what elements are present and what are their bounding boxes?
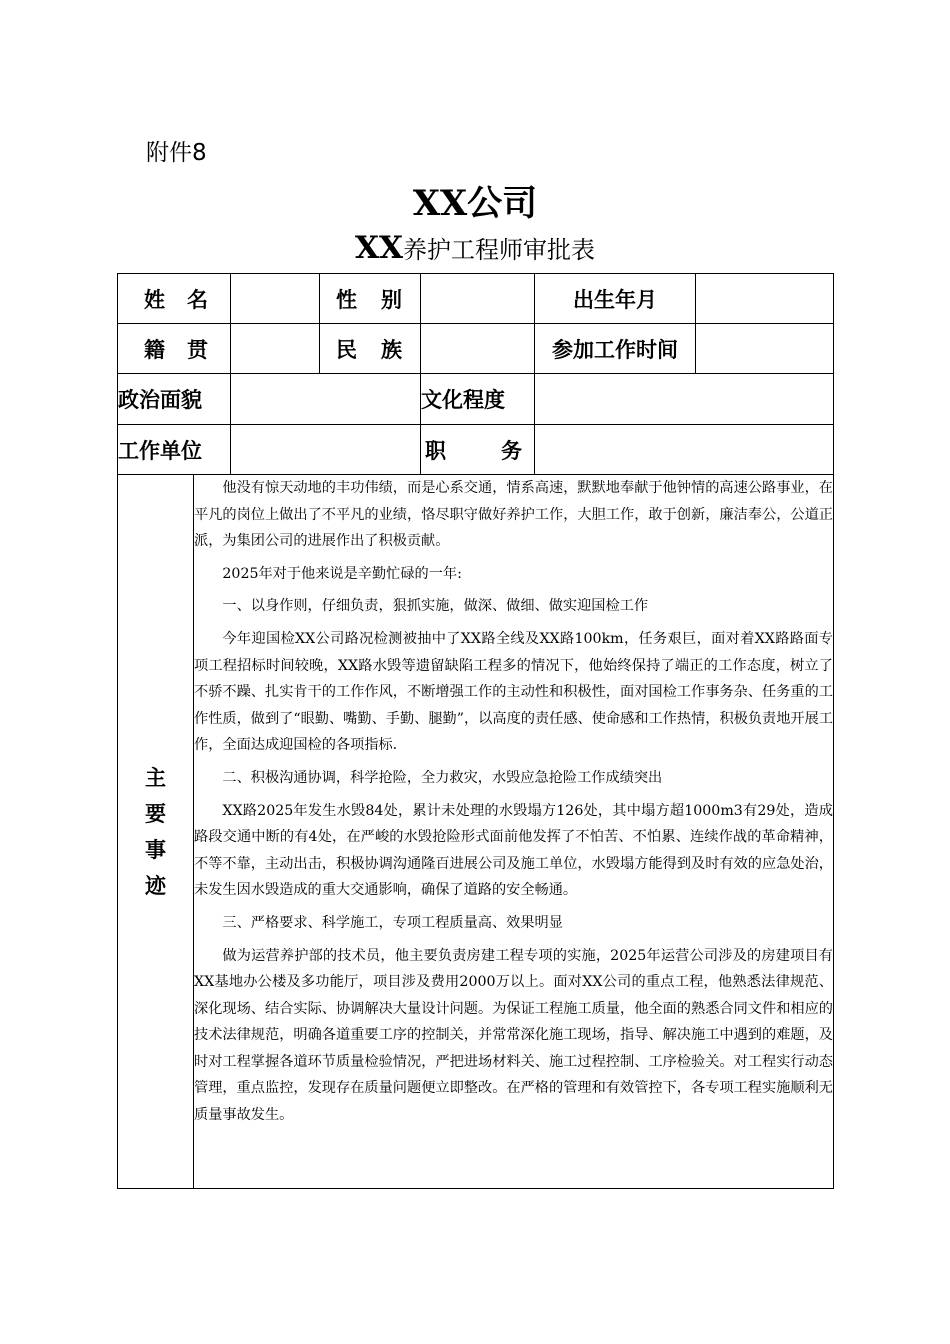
work-start-value[interactable] xyxy=(696,324,834,374)
form-row-3 xyxy=(118,374,834,425)
subtitle-text: 养护工程师审批表 xyxy=(403,236,596,264)
ethnicity-value[interactable] xyxy=(421,324,535,374)
native-place-label: 籍 贯 xyxy=(118,324,231,374)
company-title: XX公司 xyxy=(412,183,538,224)
name-label: 姓 名 xyxy=(118,274,231,324)
employer-label: 工作单位 xyxy=(118,425,231,475)
approval-form-table xyxy=(117,273,834,1189)
position-value[interactable] xyxy=(535,425,834,475)
position-label: 职 务 xyxy=(421,425,535,475)
form-row-1 xyxy=(118,274,834,324)
education-label: 文化程度 xyxy=(421,374,535,425)
education-value[interactable] xyxy=(535,374,834,425)
main-deeds-content xyxy=(194,475,834,1189)
gender-value[interactable] xyxy=(421,274,535,324)
deeds-heading: 一、以身作则，仔细负责，狠抓实施，做深、做细、做实迎国检工作 xyxy=(222,598,649,615)
native-place-value[interactable] xyxy=(231,324,320,374)
deeds-paragraph: XX路2025年发生水毁84处，累计未处理的水毁塌方126处，其中塌方超1000m3有29处，造成路段交通中断的有4处，在严峻的水毁抢险形式面前他发挥了不怕苦、不怕累、连续作战的革命精神，不等不靠，主动出击，积极协调沟通隆百进展公司及施工单位，水毁塌方能得到及时有效的应急处治，未发生因水毁造成的重大交通影响，确保了道路的安全畅通。 xyxy=(194,802,833,899)
attachment-label: 附件8 xyxy=(146,140,207,166)
main-deeds-label: 主 要 事 迹 xyxy=(118,475,194,1189)
subtitle-prefix: XX xyxy=(354,230,404,266)
deeds-heading: 三、严格要求、科学施工，专项工程质量高、效果明显 xyxy=(222,914,563,931)
birth-value[interactable] xyxy=(696,274,834,324)
work-start-label: 参加工作时间 xyxy=(535,324,696,374)
birth-label: 出生年月 xyxy=(535,274,696,324)
deeds-heading: 二、积极沟通协调，科学抢险，全力救灾，水毁应急抢险工作成绩突出 xyxy=(222,769,663,786)
form-row-deeds xyxy=(118,475,834,1189)
political-status-label: 政治面貌 xyxy=(118,374,231,425)
political-status-value[interactable] xyxy=(231,374,421,425)
name-value[interactable] xyxy=(231,274,320,324)
form-row-2 xyxy=(118,324,834,374)
employer-value[interactable] xyxy=(231,425,421,475)
gender-label: 性 别 xyxy=(320,274,421,324)
form-row-4 xyxy=(118,425,834,475)
form-subtitle xyxy=(0,230,950,266)
deeds-paragraph: 2025年对于他来说是辛勤忙碌的一年: xyxy=(222,565,462,582)
deeds-paragraph: 他没有惊天动地的丰功伟绩，而是心系交通，情系高速，默默地奉献于他钟情的高速公路事业，在平凡的岗位上做出了不平凡的业绩，恪尽职守做好养护工作，大胆工作，敢于创新，廉洁奉公，公道正派，为集团公司的进展作出了积极贡献。 xyxy=(194,480,833,550)
deeds-paragraph: 今年迎国检XX公司路况检测被抽中了XX路全线及XX路100km，任务艰巨，面对着XX路路面专项工程招标时间较晚，XX路水毁等遗留缺陷工程多的情况下，他始终保持了端正的工作态度，树立了不骄不躁、扎实肯干的工作作风，不断增强工作的主动性和积极性，面对国检工作事务杂、任务重的工作性质，做到了“眼勤、嘴勤、手勤、腿勤”，以高度的责任感、使命感和工作热情，积极负责地开展工作，全面达成迎国检的各项指标. xyxy=(194,630,833,754)
deeds-paragraph: 做为运营养护部的技术员，他主要负责房建工程专项的实施，2025年运营公司涉及的房建项目有XX基地办公楼及多功能厅，项目涉及费用2000万以上。面对XX公司的重点工程，他熟悉法律规范、深化现场、结合实际、协调解决大量设计问题。为保证工程施工质量，他全面的熟悉合同文件和相应的技术法律规范，明确各道重要工序的控制关，并常常深化施工现场，指导、解决施工中遇到的难题，及时对工程掌握各道环节质量检验情况，严把进场材料关、施工过程控制、工序检验关。对工程实行动态管理，重点监控，发现存在质量问题便立即整改。在严格的管理和有效管控下，各专项工程实施顺利无质量事故发生。 xyxy=(194,947,833,1124)
ethnicity-label: 民 族 xyxy=(320,324,421,374)
